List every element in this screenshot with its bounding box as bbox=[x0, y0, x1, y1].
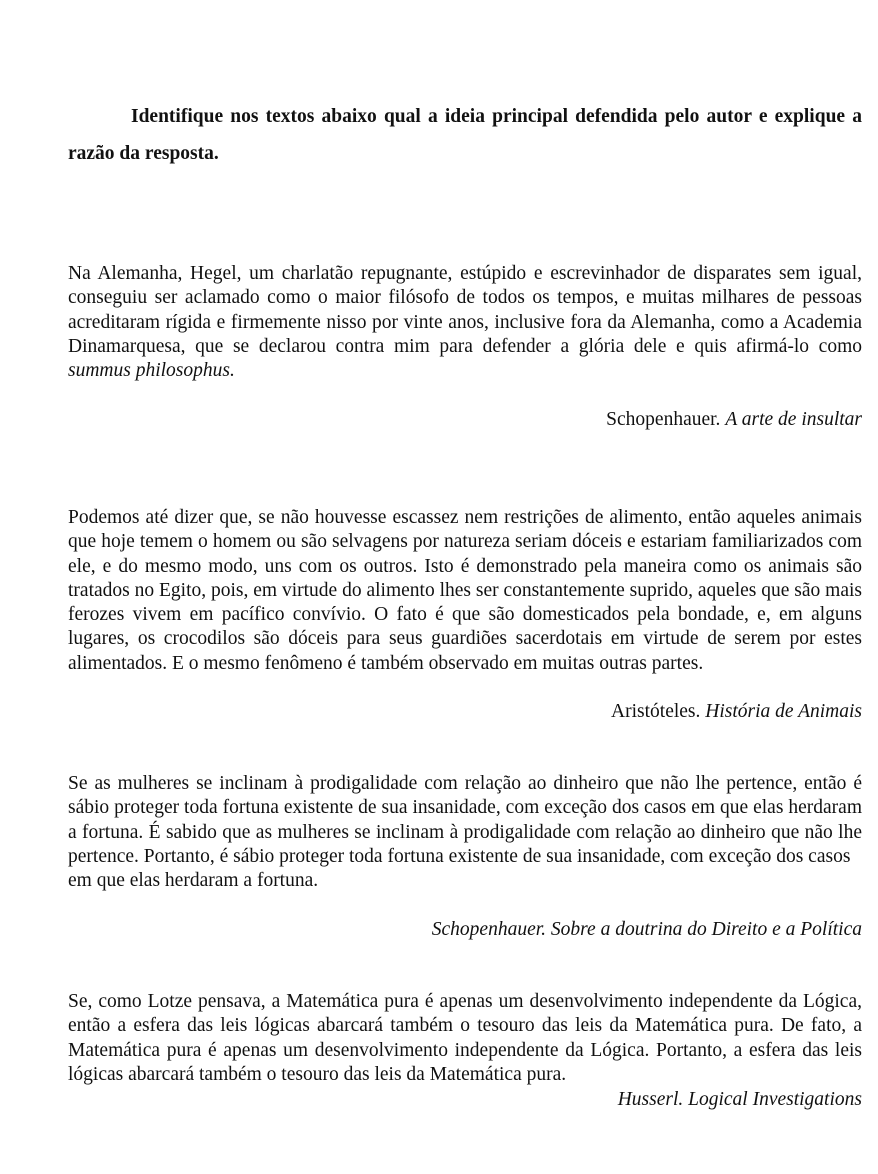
text-4-citation: Husserl. Logical Investigations bbox=[617, 1089, 862, 1110]
text-2-citation bbox=[611, 700, 862, 724]
text-2-author: Aristóteles. bbox=[611, 701, 706, 722]
text-1-author: Schopenhauer. bbox=[606, 409, 726, 430]
text-3-citation: Schopenhauer. Sobre a doutrina do Direito e a Política bbox=[431, 919, 862, 940]
text-3-body-last-line: em que elas herdaram a fortuna. bbox=[68, 870, 319, 892]
text-4-body: Se, como Lotze pensava, a Matemática pura é apenas um desenvolvimento independente da Lógica, então a esfera das leis lógicas abarcará também o tesouro das leis da Matemática pura. De fato, a Matemática pura é apenas um desenvolvimento independente da Lógica. Portanto, a esfera das leis lógicas abarcará também o tesouro das leis da Matemática pura. bbox=[68, 991, 862, 1085]
text-1-work: A arte de insultar bbox=[725, 409, 862, 430]
text-3-body bbox=[68, 772, 862, 893]
instruction-heading: Identifique nos textos abaixo qual a ideia principal defendida pelo autor e explique a razão da resposta. bbox=[68, 106, 862, 164]
text-2-work: História de Animais bbox=[705, 701, 862, 722]
text-1-body-main: Na Alemanha, Hegel, um charlatão repugnante, estúpido e escrevinhador de disparates sem igual, conseguiu ser aclamado como o maior filósofo de todos os tempos, e muitas milhares de pessoas acreditaram rígida e firmemente nisso por vinte anos, inclusive fora da Alemanha, como a Academia Dinamarquesa, que se declarou contra mim para defender a glória dele e quis afirmá-lo como bbox=[68, 263, 862, 357]
text-1-citation bbox=[606, 408, 862, 432]
text-3-body-main: Se as mulheres se inclinam à prodigalidade com relação ao dinheiro que não lhe pertence, então é sábio proteger toda fortuna existente de sua insanidade, com exceção dos casos em que elas herdaram a fortuna. É sabido que as mulheres se inclinam à prodigalidade com relação ao dinheiro que não lhe pertence. Portanto, é sábio proteger toda fortuna existente de sua insanidade, com exceção dos casos bbox=[68, 773, 862, 867]
text-1-body-italic: summus philosophus. bbox=[68, 360, 235, 382]
text-1-body bbox=[68, 262, 862, 383]
text-2-body: Podemos até dizer que, se não houvesse escassez nem restrições de alimento, então aqueles animais que hoje temem o homem ou são selvagens por natureza seriam dóceis e estariam familiarizados com ele, e do mesmo modo, uns com os outros. Isto é demonstrado pela maneira como os animais são tratados no Egito, pois, em virtude do alimento lhes ser constantemente suprido, aqueles que são mais ferozes vivem em pacífico convívio. O fato é que são domesticados pela bondade, e, em alguns lugares, os crocodilos são dóceis para seus guardiões sacerdotais em virtude de serem por estes alimentados. E o mesmo fenômeno é também observado em muitas outras partes. bbox=[68, 507, 862, 674]
